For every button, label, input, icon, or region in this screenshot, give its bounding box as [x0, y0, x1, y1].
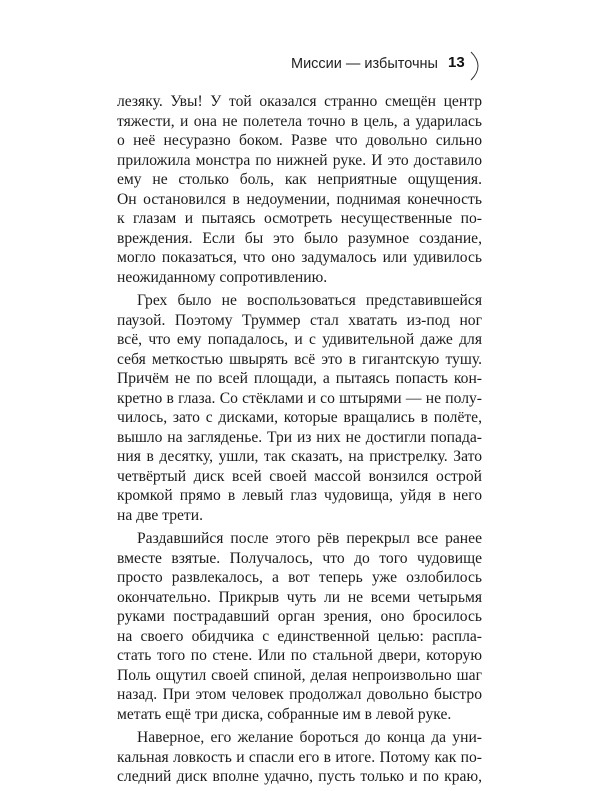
text-line: кромкой прямо в левый глаз чудовища, уйдя в него [117, 487, 482, 504]
text-line: Поль ощутил своей спиной, делая непроизвольно шаг [117, 666, 482, 684]
text-line: вреждения. Если бы это было разумное создание, [117, 229, 482, 247]
text-line: метать ещё три диска, собранные им в левой руке. [117, 705, 452, 723]
text-line: приложила монстра по нижней руке. И это доставило [117, 151, 482, 169]
text-line: Грех было не воспользоваться представившейся [137, 292, 482, 309]
text-line: вместе взятые. Получалось, что до того чудовище [117, 549, 482, 567]
text-line: к глазам и пытаясь осмотреть несущественные по- [117, 210, 482, 227]
paragraph-3 [117, 529, 482, 724]
text-line: лезяку. Увы! У той оказался странно смещён центр [117, 93, 482, 110]
text-line: следний диск вполне удачно, пусть только и по краю, [117, 768, 482, 785]
text-line: паузой. Поэтому Труммер стал хватать из-под ног [117, 311, 482, 329]
paragraph-1 [117, 92, 482, 287]
body-text [117, 92, 482, 791]
text-line: Раздавшийся после этого рёв перекрыл все ранее [137, 530, 482, 547]
text-line: ния в десятку, ушли, так сказать, на пристрелку. Зато [117, 448, 482, 465]
text-line: чилось, зато с дисками, которые вращались в полёте, [117, 409, 482, 426]
text-line: неожиданному сопротивлению. [117, 268, 328, 286]
text-line: могло показаться, что оно задумалось или удивилось [117, 249, 482, 266]
text-line: Причём не по всей площади, а пытаясь попасть кон- [117, 370, 482, 387]
running-title: Миссии — избыточны [291, 56, 438, 72]
text-line: стать того по стене. Или по стальной двери, которую [117, 647, 482, 664]
text-line: окончательно. Прикрыв чуть ли не всеми четырьмя [117, 588, 482, 606]
text-line: четвёртый диск всей своей массой вонзился острой [117, 467, 482, 485]
text-line: Он остановился в недоумении, поднимая конечность [117, 190, 482, 208]
text-line: на своего обидчика с единственной целью: распла- [117, 627, 482, 645]
text-line: кальная ловкость и спасли его в итоге. Потому как по- [117, 748, 482, 766]
text-line: на две трети. [117, 506, 203, 524]
text-line: тяжести, и она не полетела точно в цель, а ударилась [117, 112, 482, 130]
text-line: назад. При этом человек продолжал довольно быстро [117, 686, 482, 703]
text-line: о неё несуразно боком. Разве что довольно сильно [117, 132, 482, 149]
paragraph-2 [117, 291, 482, 525]
text-line: руками пострадавший орган зрения, оно бросилось [117, 608, 482, 625]
page-header [285, 46, 485, 86]
text-line: всё, что ему попадалось, и с удивительной даже для [117, 331, 482, 348]
text-line: просто развлекалось, а вот теперь уже озлобилось [117, 569, 482, 586]
text-line: Наверное, его желание бороться до конца да уни- [137, 729, 482, 746]
text-line: ему не столько боль, как неприятные ощущения. [117, 171, 482, 188]
text-line: кретно в глаза. Со стёклами и со штырями — не полу- [117, 389, 482, 407]
page-number: 13 [448, 54, 465, 71]
text-line: себя меткостью швырять всё это в гигантскую тушу. [117, 350, 482, 368]
text-line: вышло на загляденье. Три из них не достигли попада- [117, 428, 482, 446]
paragraph-4 [117, 728, 482, 787]
